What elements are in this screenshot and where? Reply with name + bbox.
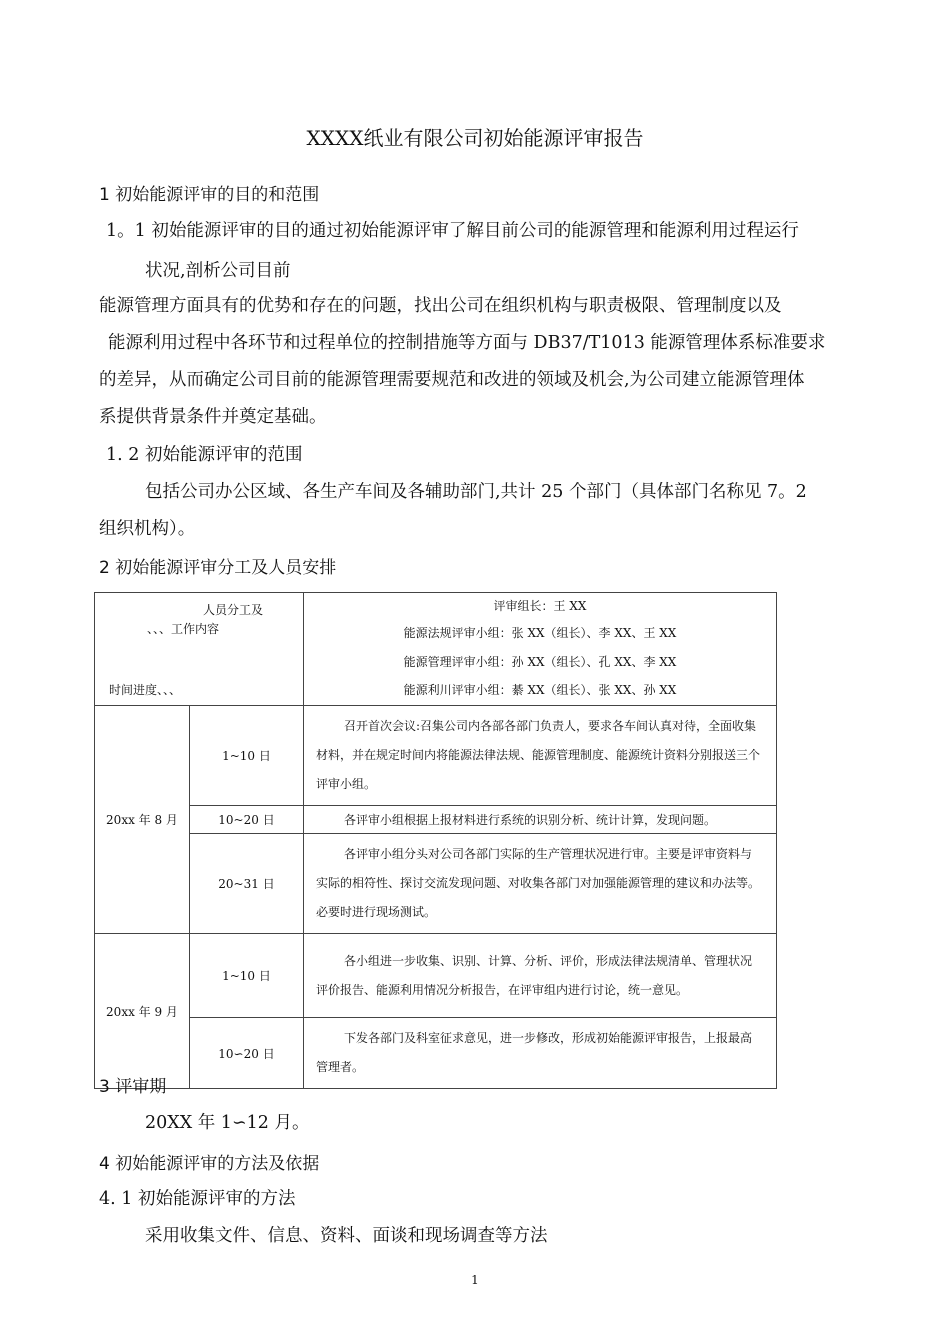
days-cell: 20~31 日 [190, 834, 304, 934]
team-lead-cell [304, 593, 777, 706]
month-cell: 20xx 年 8 月 [95, 706, 190, 934]
section-4-1-text: 采用收集文件、信息、资料、面谈和现场调查等方法 [145, 1226, 548, 1246]
section-1-1-line-6: 系提供背景条件并奠定基础。 [99, 407, 327, 427]
table-header-row [95, 593, 777, 706]
corner-label-mid: 、、、工作内容 [147, 622, 220, 636]
days-cell: 10~20 日 [190, 806, 304, 834]
section-1-1-line-5: 的差异，从而确定公司目前的能源管理需要规范和改进的领域及机会,为公司建立能源管理体 [99, 370, 805, 390]
table-corner-cell [95, 593, 304, 706]
section-3-text: 20XX 年 1∽12 月。 [145, 1113, 310, 1133]
table-row [95, 934, 777, 1018]
document-title: XXXX纸业有限公司初始能源评审报告 [306, 126, 644, 150]
team-lead-line: 能源管理评审小组：孙 XX（组长）、孔 XX、李 XX [403, 655, 677, 669]
section-1-1-line-2: 状况,剖析公司目前 [145, 261, 291, 281]
task-cell: 各评审小组分头对公司各部门实际的生产管理状况进行审。主要是评审资料与实际的相符性、探讨交流发现问题、对收集各部门对加强能源管理的建议和办法等。必要时进行现场测试。 [304, 834, 777, 934]
task-cell: 召开首次会议:召集公司内各部各部门负责人，要求各车间认真对待，全面收集材料，并在规定时间内将能源法律法规、能源管理制度、能源统计资料分别报送三个评审小组。 [304, 706, 777, 806]
table-row [95, 834, 777, 934]
section-1-2-heading: 1. 2 初始能源评审的范围 [106, 445, 303, 465]
task-cell: 各小组进一步收集、识别、计算、分析、评价，形成法律法规清单、管理状况评价报告、能源利用情况分析报告，在评审组内进行讨论，统一意见。 [304, 934, 777, 1018]
team-lead-line: 能源法规评审小组：张 XX（组长）、李 XX、王 XX [403, 626, 677, 640]
section-4-heading: 4 初始能源评审的方法及依据 [99, 1154, 320, 1174]
section-2-heading: 2 初始能源评审分工及人员安排 [99, 558, 337, 578]
table-row [95, 806, 777, 834]
corner-label-bottom: 时间进度、、、 [109, 683, 182, 697]
corner-label-top: 人员分工及 [203, 603, 264, 617]
task-cell: 各评审小组根据上报材料进行系统的识别分析、统计计算，发现问题。 [304, 806, 777, 834]
section-1-heading: 1 初始能源评审的目的和范围 [99, 185, 320, 205]
section-1-2-line-1: 包括公司办公区域、各生产车间及各辅助部门,共计 25 个部门（具体部门名称见 7。2 [145, 482, 807, 502]
section-1-2-line-2: 组织机构）。 [99, 519, 196, 539]
page-number: 1 [471, 1273, 479, 1287]
table-row [95, 1018, 777, 1089]
task-cell: 下发各部门及科室征求意见，进一步修改，形成初始能源评审报告，上报最高管理者。 [304, 1018, 777, 1089]
section-1-1-line-3: 能源管理方面具有的优势和存在的问题，找出公司在组织机构与职责极限、管理制度以及 [99, 296, 782, 316]
month-cell: 20xx 年 9 月 [95, 934, 190, 1089]
days-cell: 10∽20 日 [190, 1018, 304, 1089]
section-3-heading: 3 评审期 [99, 1077, 167, 1097]
schedule-table [94, 592, 777, 1089]
days-cell: 1~10 日 [190, 934, 304, 1018]
team-lead-line: 评审组长：王 XX [493, 599, 587, 613]
table-row [95, 706, 777, 806]
days-cell: 1~10 日 [190, 706, 304, 806]
team-lead-line: 能源利川评审小组：綦 XX（组长）、张 XX、孙 XX [403, 683, 677, 697]
section-1-1-line-4: 能源利用过程中各环节和过程单位的控制措施等方面与 DB37/T1013 能源管理体系标准要求 [108, 333, 826, 353]
section-4-1-heading: 4. 1 初始能源评审的方法 [99, 1189, 296, 1209]
section-1-1-line-1: 1。1 初始能源评审的目的通过初始能源评审了解目前公司的能源管理和能源利用过程运行 [106, 221, 799, 241]
